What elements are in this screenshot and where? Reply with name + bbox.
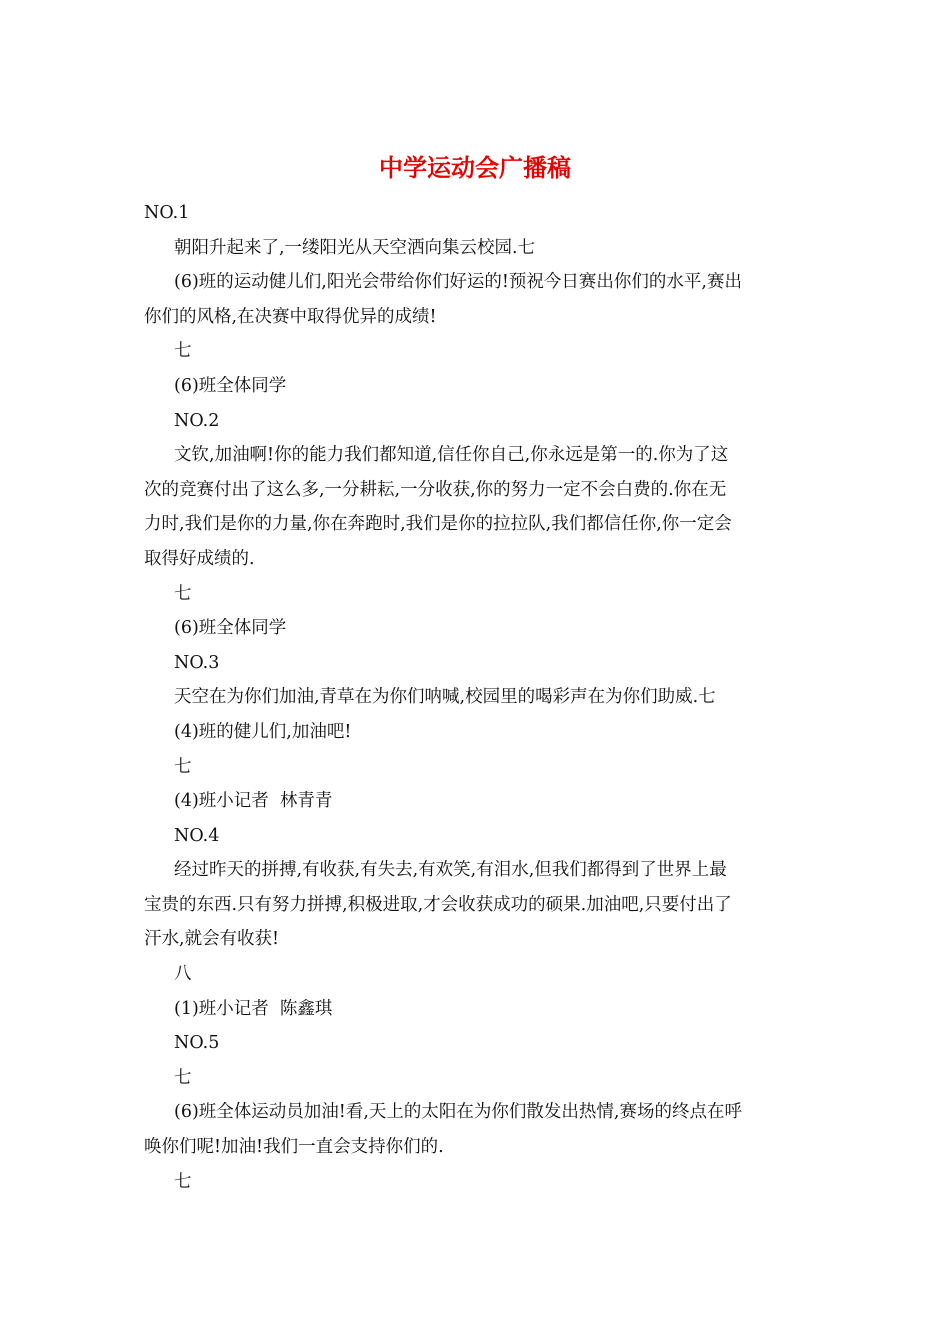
text-line: 次的竞赛付出了这么多,一分耕耘,一分收获,你的努力一定不会白费的.你在无 bbox=[144, 479, 727, 500]
text-line: NO.5 bbox=[174, 1033, 220, 1054]
text-line: (1)班小记者 陈鑫琪 bbox=[174, 998, 333, 1019]
text-line: 文钦,加油啊!你的能力我们都知道,信任你自己,你永远是第一的.你为了这 bbox=[174, 445, 729, 466]
text-line: 七 bbox=[174, 341, 192, 362]
text-line: 七 bbox=[174, 1171, 192, 1192]
page-title: 中学运动会广播稿 bbox=[379, 154, 571, 182]
text-line: (4)班的健儿们,加油吧! bbox=[174, 721, 352, 742]
text-line: 天空在为你们加油,青草在为你们呐喊,校园里的喝彩声在为你们助威.七 bbox=[174, 687, 716, 708]
text-line: NO.4 bbox=[174, 825, 220, 846]
text-line: 七 bbox=[174, 756, 192, 777]
text-line: 力时,我们是你的力量,你在奔跑时,我们是你的拉拉队,我们都信任你,你一定会 bbox=[144, 514, 732, 535]
text-line: 取得好成绩的. bbox=[144, 548, 255, 569]
text-line: (4)班小记者 林青青 bbox=[174, 791, 333, 812]
text-line: NO.2 bbox=[174, 410, 220, 431]
text-line: 你们的风格,在决赛中取得优异的成绩! bbox=[144, 306, 437, 327]
text-line: 八 bbox=[174, 964, 192, 985]
document-body bbox=[144, 196, 808, 1199]
text-line: NO.1 bbox=[144, 203, 190, 223]
text-line: 宝贵的东西.只有努力拼搏,积极进取,才会收获成功的硕果.加油吧,只要付出了 bbox=[144, 894, 732, 915]
text-line: 朝阳升起来了,一缕阳光从天空洒向集云校园.七 bbox=[174, 237, 536, 258]
text-line: 汗水,就会有收获! bbox=[144, 929, 280, 950]
text-line: (6)班全体同学 bbox=[174, 618, 287, 639]
text-line: 经过昨天的拼搏,有收获,有失去,有欢笑,有泪水,但我们都得到了世界上最 bbox=[174, 860, 727, 881]
text-line: (6)班的运动健儿们,阳光会带给你们好运的!预祝今日赛出你们的水平,赛出 bbox=[174, 272, 742, 293]
text-line: 七 bbox=[174, 583, 192, 604]
text-line: (6)班全体运动员加油!看,天上的太阳在为你们散发出热情,赛场的终点在呼 bbox=[174, 1102, 742, 1123]
text-line: 唤你们呢!加油!我们一直会支持你们的. bbox=[144, 1137, 444, 1158]
text-line: 七 bbox=[174, 1067, 192, 1088]
text-line: (6)班全体同学 bbox=[174, 375, 287, 396]
text-line: NO.3 bbox=[174, 652, 220, 673]
